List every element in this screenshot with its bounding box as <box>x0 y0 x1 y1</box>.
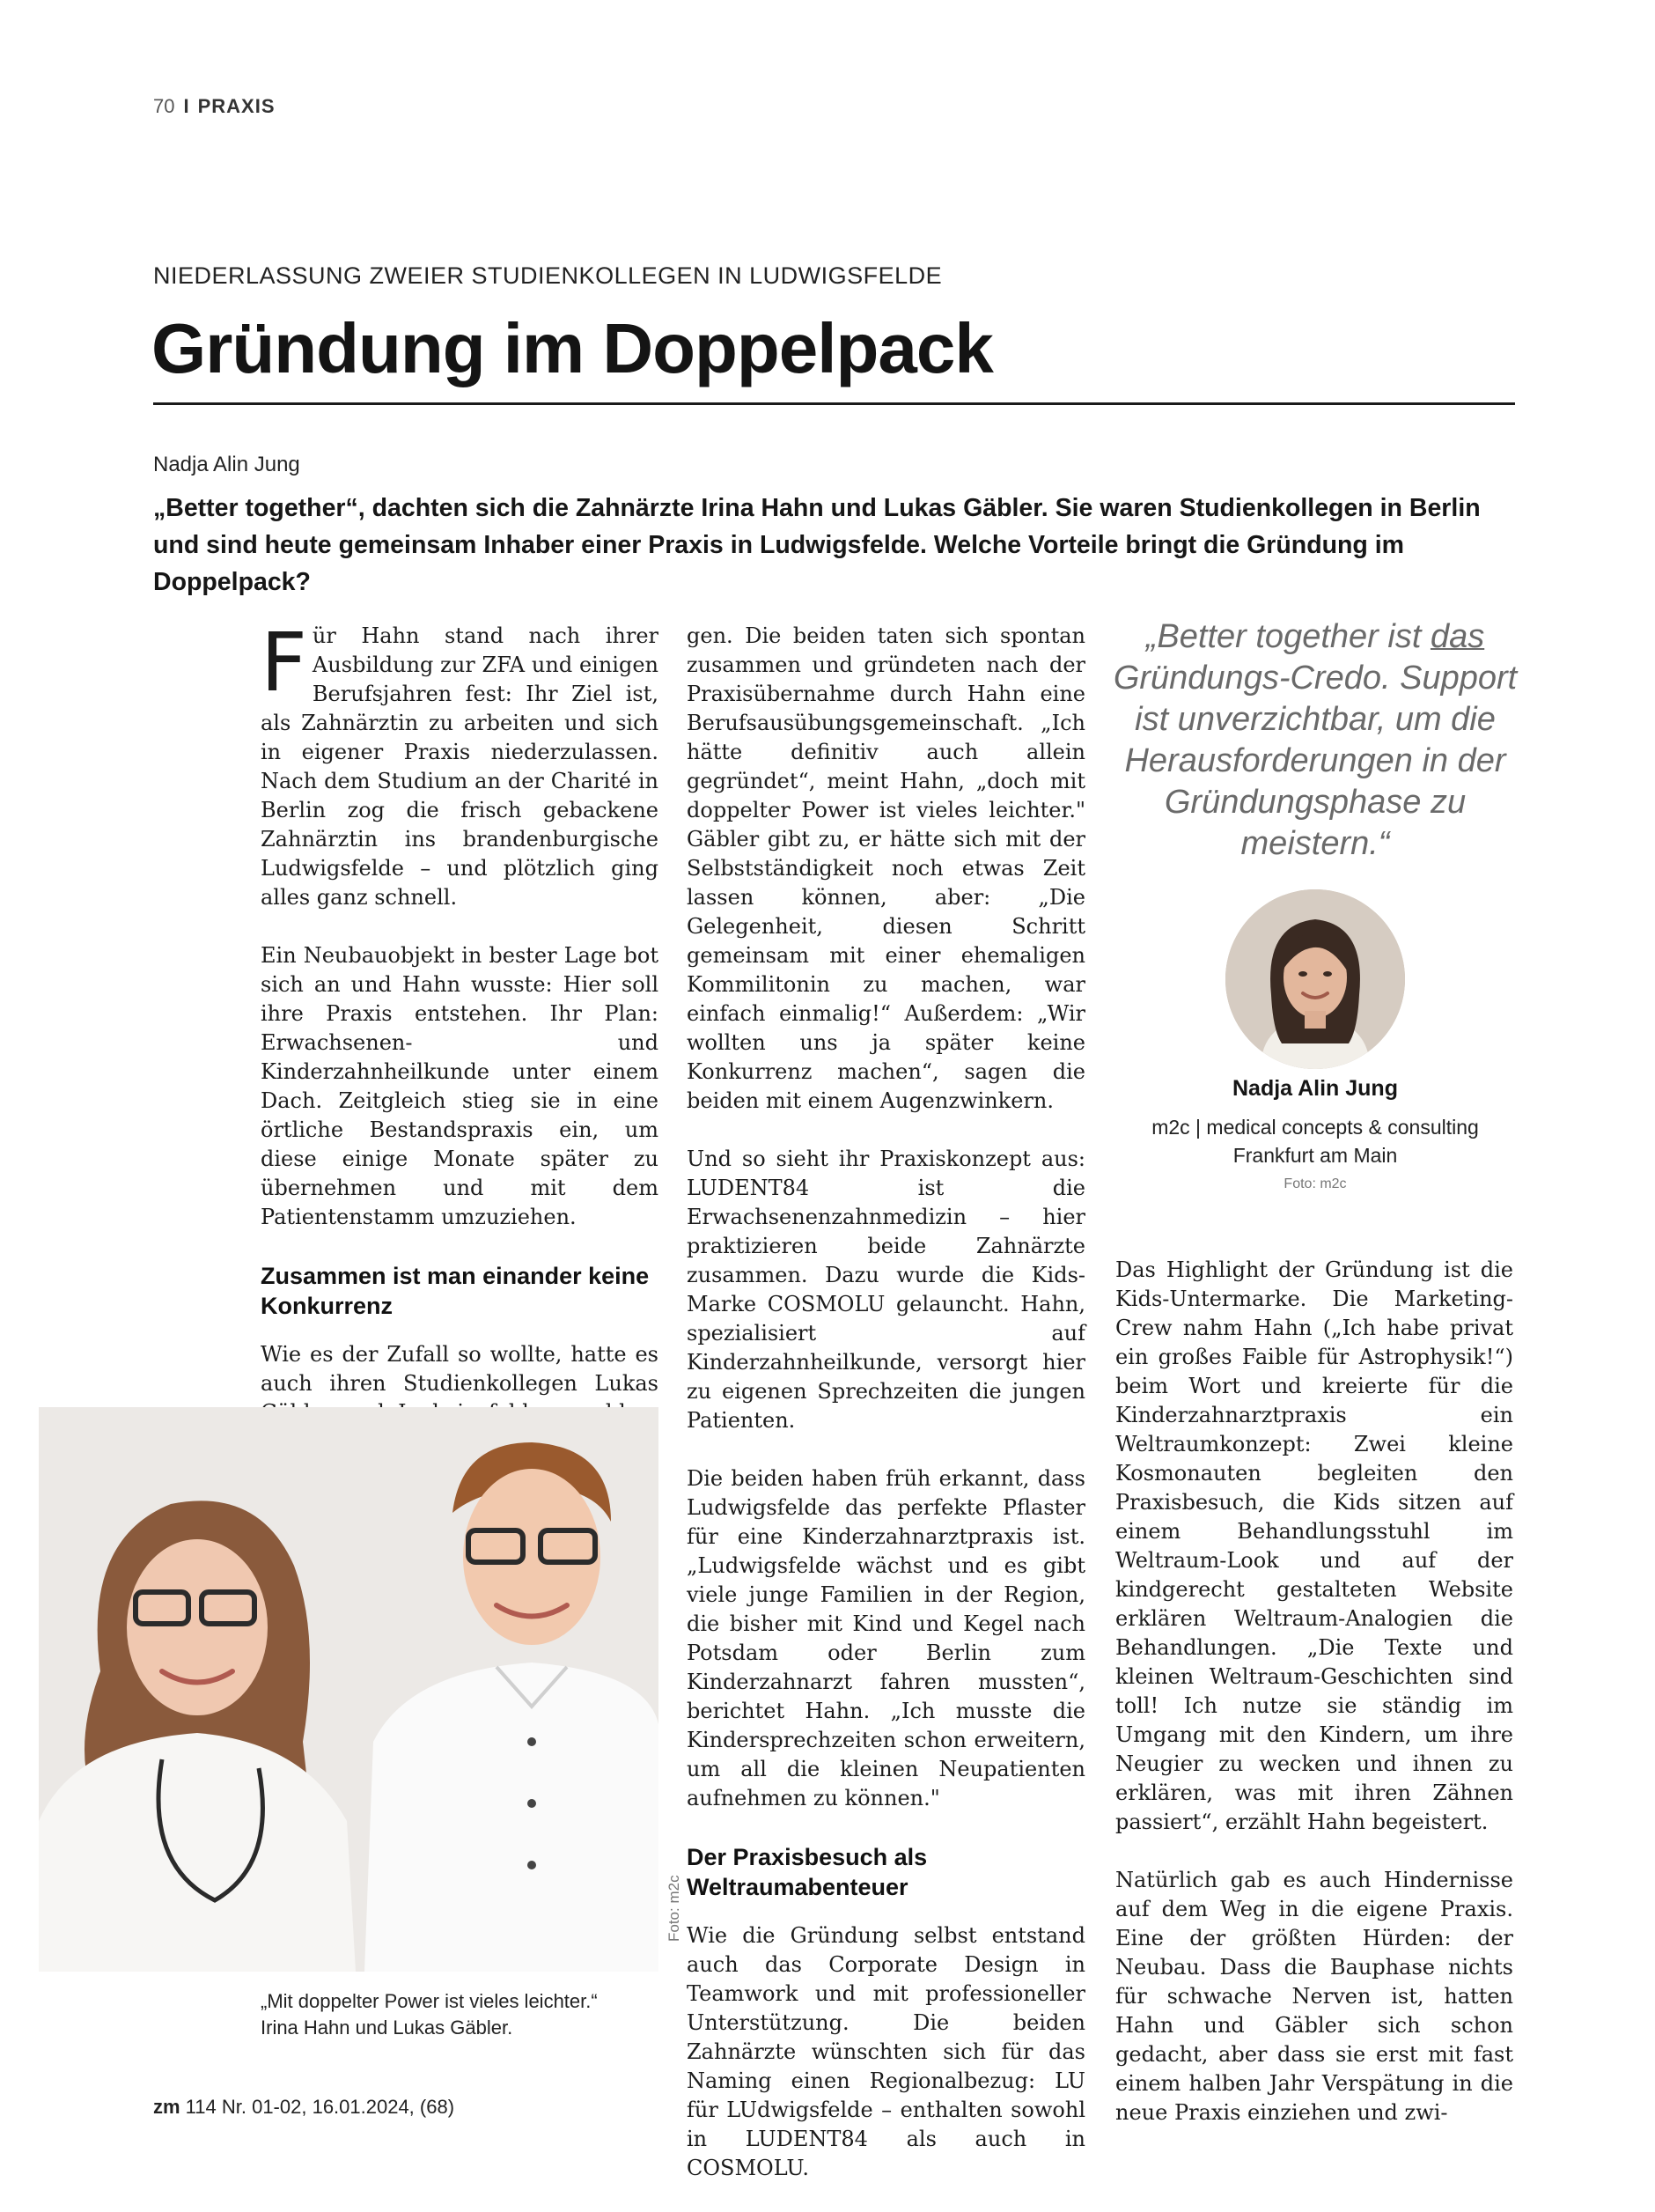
article-kicker: NIEDERLASSUNG ZWEIER STUDIENKOLLEGEN IN LUDWIGSFELDE <box>153 262 943 289</box>
article-lead: „Better together“, dachten sich die Zahnärzte Irina Hahn und Lukas Gäbler. Sie waren Studienkollegen in Berlin und sind heute gemeinsam Inhaber einer Praxis in Ludwigsfelde. Welche Vorteile bringt die Gründung im Doppelpack? <box>153 494 1481 596</box>
author-portrait <box>1225 889 1405 1069</box>
byline-name: Nadja Alin Jung <box>1232 1076 1398 1101</box>
caption-names: Irina Hahn und Lukas Gäbler. <box>261 2017 513 2039</box>
paragraph: Wie die Gründung selbst entstand auch das Corporate Design in Teamwork und mit professioneller Unterstützung. Die beiden Zahnärzte wünschten sich für das Naming einen Regionalbezug: LU für LUdwigsfelde – enthalten sowohl in LUDENT84 als auch in COSMOLU. <box>687 1923 1085 2180</box>
byline-org: m2c | medical concepts & consulting <box>1151 1116 1479 1139</box>
article-column-3 <box>1115 1256 1513 2157</box>
photo-credit: Foto: m2c <box>666 1875 682 1942</box>
photo-image <box>39 1407 658 1972</box>
drop-cap: F <box>261 616 307 710</box>
paragraph <box>261 616 658 912</box>
quote-emphasis: das <box>1430 618 1485 655</box>
magazine-name: zm <box>153 2096 180 2118</box>
paragraph: Die beiden haben früh erkannt, dass Ludwigsfelde das perfekte Pflaster für eine Kinderzahnarztpraxis ist. „Ludwigsfelde wächst und es gibt viele junge Familien in der Region, die bisher mit Kind und Kegel nach Potsdam oder Berlin zum Kinderzahnarzt fahren mussten“, berichtet Hahn. „Ich musste die Kindersprechzeiten schon erweitern, um all die kleinen Neupatienten aufnehmen zu können." <box>687 1466 1085 1810</box>
paragraph: Und so sieht ihr Praxiskonzept aus: LUDENT84 ist die Erwachsenenzahnmedizin – hier praktizieren beide Zahnärzte zusammen. Dazu wurde die Kids-Marke COSMOLU gelauncht. Hahn, spezialisiert auf Kinderzahnheilkunde, versorgt hier zu eigenen Sprechzeiten die jungen Patienten. <box>687 1147 1085 1433</box>
paragraph: Wie es der Zufall so wollte, hatte es auch ihren Studienkollegen Lukas <box>261 1342 658 1396</box>
portrait-credit: Foto: m2c <box>1284 1176 1347 1191</box>
caption-quote: „Mit doppelter Power ist vieles leichter.“ <box>261 1990 598 2012</box>
paragraph-text: ür Hahn stand nach ihrer Ausbildung zur ZFA und einigen Berufsjahren fest: Ihr Ziel ist, als Zahnärztin zu arbeiten und sich in eigener Praxis niederzulassen. Nach dem Studium an der Charité in Berlin zog die frisch gebackene Zahnärztin ins brandenburgische Ludwigsfelde – und plötzlich ging alles ganz schnell. <box>261 623 658 910</box>
pull-quote <box>1111 616 1519 865</box>
section-label: PRAXIS <box>197 95 276 117</box>
subheading: Zusammen ist man einander keine Konkurrenz <box>261 1263 650 1319</box>
paragraph: Natürlich gab es auch Hindernisse auf dem Weg in die eigene Praxis. Eine der größten Hürden: der Neubau. Dass die Bauphase nichts für schwache Nerven ist, hatten Hahn und Gäbler sich schon gedacht, aber dass sie erst mit fast einem halben Jahr Verspätung in die neue Praxis einziehen und zwi- <box>1115 1868 1513 2125</box>
title-rule <box>153 402 1515 405</box>
paragraph: Das Highlight der Gründung ist die Kids-Untermarke. Die Marketing-Crew nahm Hahn („Ich habe privat ein großes Faible für Astrophysik!“) beim Wort und kreierte für die Kinderzahnarztpraxis ein Weltraumkonzept: Zwei kleine Kosmonauten begleiten den Praxisbesuch, die Kids sitzen auf einem Behandlungsstuhl im Weltraum-Look und auf der kindgerecht gestalteten Website erklären Weltraum-Analogien die Behandlungen. „Die Texte und kleinen Weltraum-Geschichten sind toll! Ich nutze sie ständig im Umgang mit den Kindern, um ihre Neugier zu wecken und ihnen zu erklären, was mit ihren Zähnen passiert“, erzählt Hahn begeistert. <box>1115 1257 1513 1834</box>
issue-info: 114 Nr. 01-02, 16.01.2024, (68) <box>180 2096 455 2118</box>
article-photo <box>39 1407 658 1972</box>
page-number: 70 <box>153 95 175 117</box>
quote-text: Gründungs-Credo. Support ist unverzichtbar, um die Herausforderungen in der Gründungsphase zu meistern.“ <box>1113 660 1518 862</box>
portrait-image <box>1225 889 1405 1069</box>
page-header <box>153 95 276 118</box>
paragraph: Ein Neubauobjekt in bester Lage bot sich an und Hahn wusste: Hier soll ihre Praxis entstehen. Ihr Plan: Erwachsenen- und Kinderzahnheilkunde unter einem Dach. Zeitgleich stieg sie in eine örtliche Bestandspraxis ein, um diese einige Monate später zu übernehmen und mit dem Patientenstamm umzuziehen. <box>261 943 658 1229</box>
article-column-2 <box>687 622 1085 2212</box>
paragraph: gen. Die beiden taten sich spontan zusammen und gründeten nach der Praxisübernahme durch Hahn eine Berufsausübungsgemeinschaft. „Ich hätte definitiv auch allein gegründet“, meint Hahn, „doch mit doppelter Power ist vieles leichter." Gäbler gibt zu, er hätte sich mit der Selbstständigkeit noch etwas Zeit lassen können, aber: „Die Gelegenheit, diesen Schritt gemeinsam mit einer ehemaligen Kommilitonin zu machen, war einfach einmalig!“ Außerdem: „Wir wollten uns ja später keine Konkurrenz machen“, sagen die beiden mit einem Augenzwinkern. <box>687 623 1085 1113</box>
page-footer <box>153 2096 454 2119</box>
byline-affiliation <box>1111 1113 1519 1169</box>
quote-text: „Better together ist <box>1145 618 1431 655</box>
article-title: Gründung im Doppelpack <box>151 309 993 387</box>
subheading: Der Praxisbesuch als Weltraumabenteuer <box>687 1844 928 1900</box>
byline-city: Frankfurt am Main <box>1232 1144 1398 1167</box>
photo-caption <box>261 1988 658 2041</box>
article-column-1 <box>261 616 658 1456</box>
header-separator: I <box>183 95 189 117</box>
article-author: Nadja Alin Jung <box>153 453 300 476</box>
